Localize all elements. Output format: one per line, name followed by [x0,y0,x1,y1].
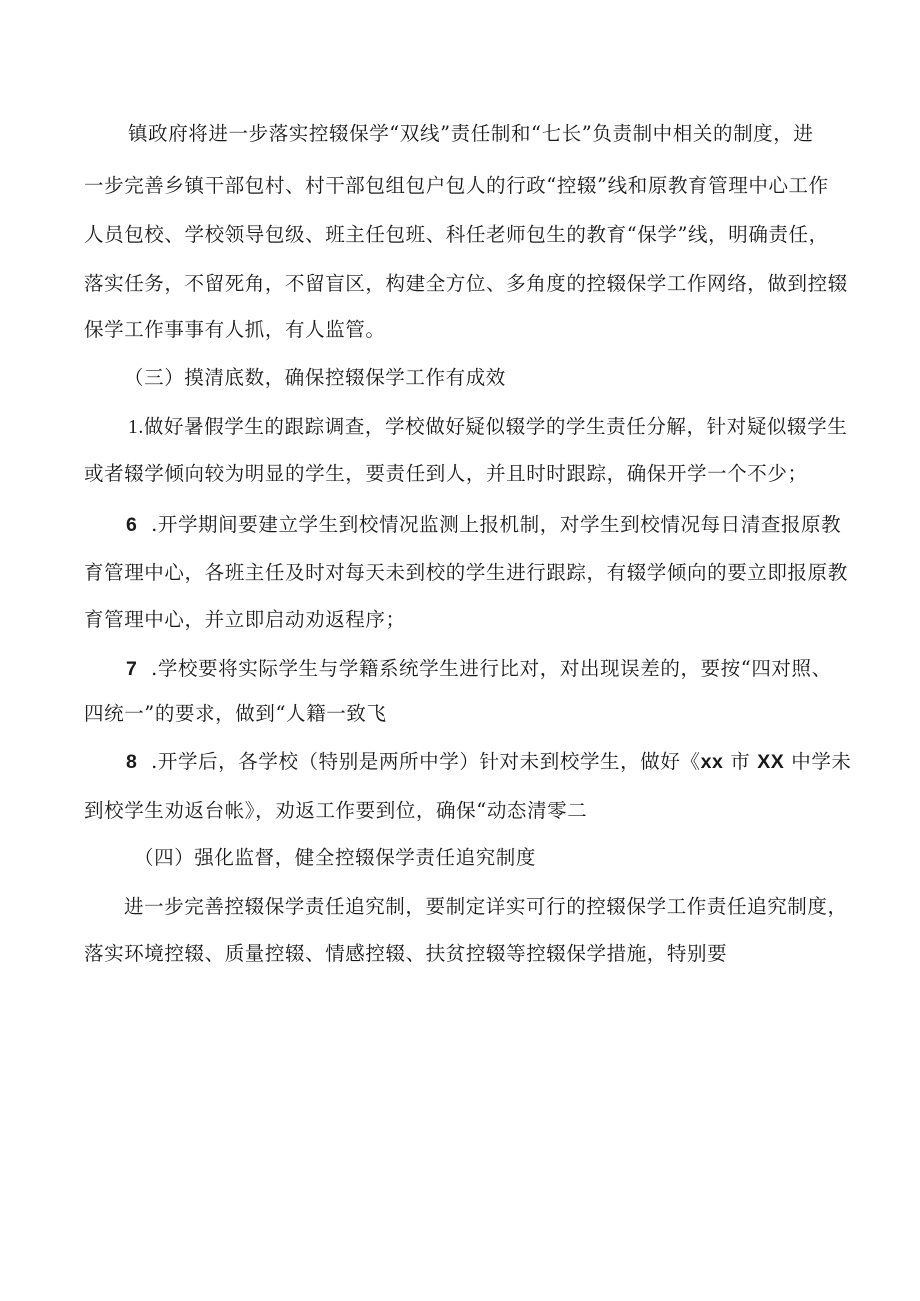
section-heading-3 [124,365,824,391]
paragraph-line [84,798,888,824]
paragraph-line [84,701,888,727]
school-placeholder: XX [757,751,785,773]
text-run: 中学未 [791,750,852,773]
text-run: 人员包校、学校领导包级、班主任包班、科任老师包生的教育“保学”线，明确责任， [84,223,829,246]
heading-text: （四）强化监督，健全控辍保学责任追究制度 [134,846,537,869]
text-run: 到校学生劝返台帐》，劝返工作要到位，确保“动态清零二 [84,799,588,822]
item-number: 7 [126,658,138,680]
paragraph-line [84,271,888,297]
paragraph-line [84,461,888,487]
text-run: 落实环境控辍、质量控辍、情感控辍、扶贫控辍等控辍保学措施，特别要 [84,942,728,965]
paragraph-line [84,607,888,633]
text-run: 或者辍学倾向较为明显的学生，要责任到人，并且时时跟踪，确保开学一个不少； [84,462,808,485]
paragraph-line [128,121,888,147]
paragraph-line [84,941,888,967]
paragraph-line [84,173,888,199]
item-number: 1. [128,417,144,438]
section-heading-4 [134,845,834,871]
list-item-1 [128,414,888,441]
text-run: .开学后，各学校（特别是两所中学）针对未到校学生，做好《 [151,750,701,773]
text-run: 市 [730,750,751,773]
list-item-7 [126,656,888,682]
list-item-8 [126,749,888,775]
text-run: 进一步完善控辍保学责任追究制，要制定详实可行的控辍保学工作责任追究制度， [124,895,848,918]
text-run: 做好暑假学生的跟踪调查，学校做好疑似辍学的学生责任分解，针对疑似辍学生 [143,415,848,438]
paragraph-line [124,894,890,920]
text-run: 落实任务，不留死角，不留盲区，构建全方位、多角度的控辍保学工作网络，做到控辍 [84,272,848,295]
item-number: 6 [126,514,138,536]
paragraph-line [84,222,888,248]
text-run: 镇政府将进一步落实控辍保学“双线”责任制和“七长”负责制中相关的制度，进 [128,122,814,145]
text-run: .学校要将实际学生与学籍系统学生进行比对，对出现误差的，要按“四对照、 [151,657,832,680]
heading-text: （三）摸清底数，确保控辍保学工作有成效 [124,366,506,389]
text-run: .开学期间要建立学生到校情况监测上报机制，对学生到校情况每日清查报原教 [151,513,842,536]
list-item-6 [126,512,888,538]
city-placeholder: xx [700,751,724,773]
text-run: 保学工作事事有人抓，有人监管。 [84,318,386,341]
text-run: 一步完善乡镇干部包村、村干部包组包户包人的行政“控辍”线和原教育管理中心工作 [84,174,829,197]
text-run: 育管理中心，并立即启动劝返程序； [84,608,406,631]
text-run: 育管理中心，各班主任及时对每天未到校的学生进行跟踪，有辍学倾向的要立即报原教 [84,561,848,584]
text-run: 四统一”的要求，做到“人籍一致飞 [84,702,387,725]
item-number: 8 [126,751,138,773]
paragraph-line [84,560,888,586]
paragraph-line [84,317,888,343]
